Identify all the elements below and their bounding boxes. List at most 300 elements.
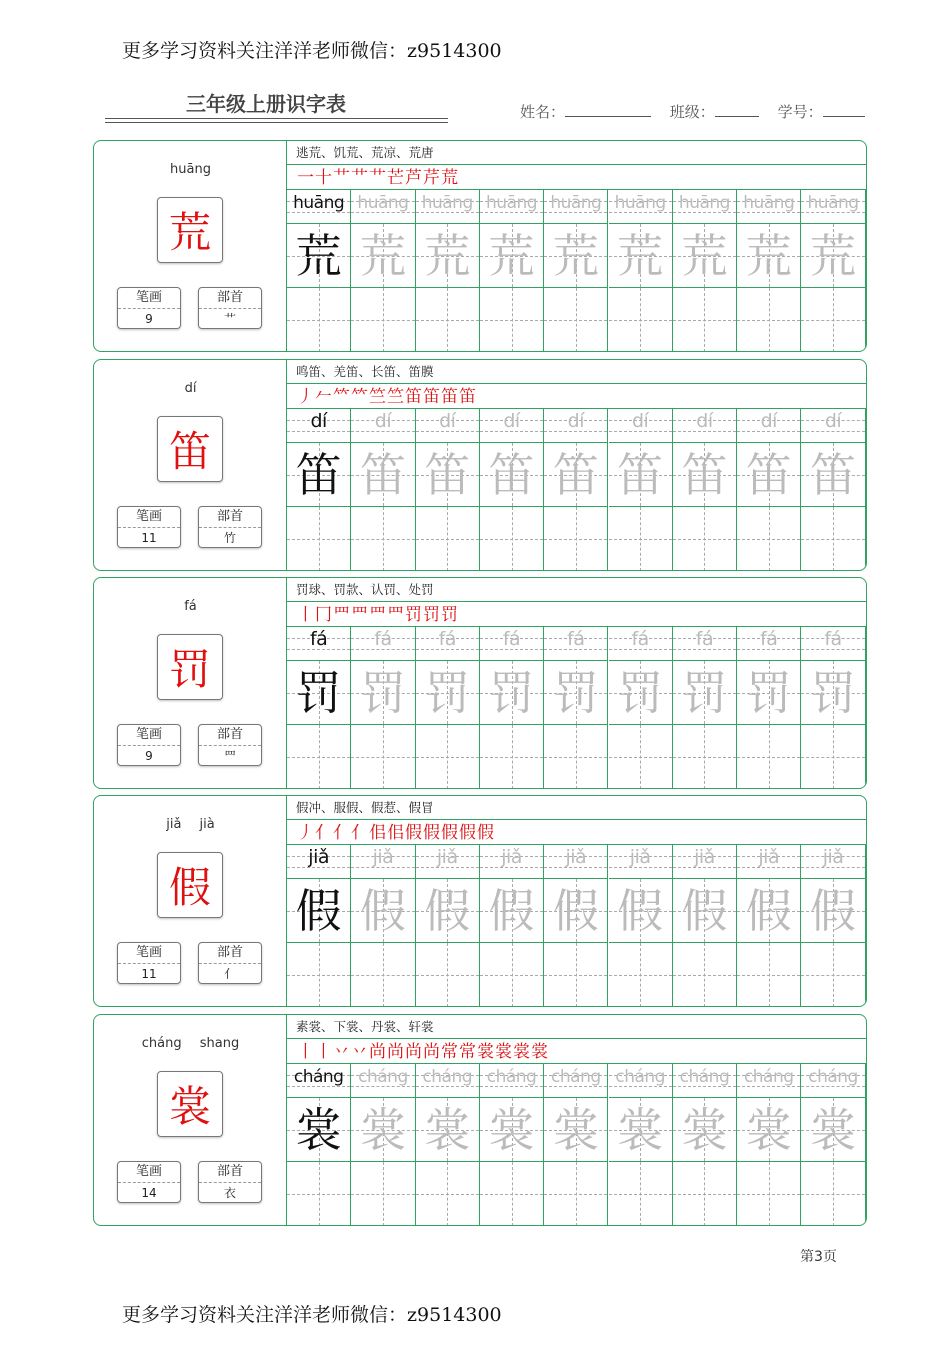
pinyin-cell[interactable] [609, 627, 673, 661]
pinyin-cell[interactable] [801, 1064, 865, 1098]
character-cell[interactable] [351, 1098, 415, 1162]
pinyin-cell[interactable] [351, 1064, 415, 1098]
pinyin-cell[interactable] [609, 845, 673, 879]
character-info-panel [94, 1015, 287, 1225]
pinyin-cell[interactable] [480, 1064, 544, 1098]
empty-practice-cell[interactable] [287, 943, 351, 1007]
stroke-count-box [117, 1161, 181, 1203]
stroke-count-label: 笔画 [118, 725, 180, 746]
pinyin-trace: huāng [293, 193, 345, 213]
pinyin-trace: jiǎ [822, 846, 844, 868]
number-label: 学号： [777, 103, 823, 121]
pinyin-trace: jiǎ [436, 846, 458, 868]
character-cell[interactable] [737, 879, 801, 943]
practice-panel [287, 796, 866, 1006]
character-trace: 裳 [810, 1103, 857, 1157]
pinyin-cell[interactable] [801, 627, 865, 661]
pinyin-trace: huāng [743, 193, 795, 213]
title-underline-2 [105, 122, 448, 123]
character-trace: 荒 [359, 229, 406, 283]
character-trace: 假 [681, 884, 728, 938]
pinyin-trace: huāng [807, 193, 859, 213]
example-words: 逃荒、饥荒、荒凉、荒唐 [287, 141, 866, 165]
empty-practice-cell[interactable] [673, 288, 737, 352]
pinyin-cell[interactable] [673, 1064, 737, 1098]
pinyin-trace: fá [374, 628, 392, 650]
pinyin-trace: dí [631, 410, 649, 432]
stroke-step: 笛 [405, 387, 422, 407]
character-trace: 荒 [681, 229, 728, 283]
character-cell[interactable] [609, 879, 673, 943]
empty-practice-cell[interactable] [801, 288, 865, 352]
empty-practice-cell[interactable] [351, 1162, 415, 1226]
stroke-count-label: 笔画 [118, 1162, 180, 1183]
character-cell[interactable] [287, 661, 351, 725]
pinyin-cell[interactable] [544, 409, 608, 443]
pinyin-trace: jiǎ [501, 846, 522, 868]
stroke-step: 假 [477, 823, 494, 843]
character-info-panel [94, 360, 287, 570]
pinyin-trace: cháng [551, 1067, 601, 1087]
pinyin-trace: jiǎ [372, 846, 394, 868]
radical-value: 亻 [223, 967, 236, 981]
empty-practice-cell[interactable] [737, 943, 801, 1007]
character-trace: 荒 [617, 229, 664, 283]
empty-practice-cell[interactable] [480, 1162, 544, 1226]
practice-grid [287, 190, 866, 352]
character-cell[interactable] [737, 443, 801, 507]
stroke-count-label: 笔画 [118, 943, 180, 964]
pinyin-trace: jiǎ [565, 846, 587, 868]
radical-label: 部首 [199, 288, 261, 309]
pinyin-trace: jiǎ [758, 846, 780, 868]
stroke-step: 罚 [423, 605, 440, 625]
radical-box [198, 724, 262, 766]
stroke-step: 竺 [369, 387, 386, 407]
stroke-count-label: 笔画 [118, 507, 180, 528]
character-cell[interactable] [416, 1098, 480, 1162]
empty-practice-cell[interactable] [609, 943, 673, 1007]
empty-practice-cell[interactable] [737, 507, 801, 571]
pinyin-trace: fá [309, 628, 328, 650]
practice-panel [287, 141, 866, 351]
stroke-count-box [117, 287, 181, 329]
empty-practice-cell[interactable] [416, 288, 480, 352]
practice-panel [287, 578, 866, 788]
pinyin-trace: dí [760, 410, 777, 432]
stroke-step: 裳 [495, 1042, 512, 1062]
empty-practice-cell[interactable] [673, 507, 737, 571]
stroke-count-box [117, 506, 181, 548]
pinyin-cell[interactable] [544, 845, 608, 879]
practice-panel [287, 1015, 866, 1225]
character-cell[interactable] [673, 1098, 737, 1162]
pinyin-trace: huāng [678, 193, 730, 213]
stroke-step: 佀 [369, 823, 386, 843]
number-field[interactable] [823, 102, 865, 117]
radical-box [198, 942, 262, 984]
character-cell[interactable] [544, 661, 608, 725]
pinyin-trace: huāng [550, 193, 602, 213]
stroke-step: 裳 [531, 1042, 548, 1062]
radical-value: 罒 [223, 749, 236, 763]
pinyin-label: cháng shang [141, 1036, 240, 1051]
pinyin-cell[interactable] [480, 627, 544, 661]
stroke-step: 艹 [369, 168, 386, 188]
empty-practice-cell[interactable] [287, 288, 351, 352]
pinyin-cell[interactable] [416, 409, 480, 443]
character-trace: 罚 [552, 666, 599, 720]
pinyin-cell[interactable] [351, 845, 415, 879]
name-field[interactable] [565, 102, 651, 117]
character-trace: 裳 [681, 1103, 728, 1157]
character-trace: 荒 [552, 229, 599, 283]
pinyin-label: huāng [170, 162, 211, 177]
character-trace: 假 [552, 884, 599, 938]
stroke-count-value: 11 [141, 531, 157, 545]
character-cell[interactable] [673, 661, 737, 725]
character-card [93, 577, 867, 789]
empty-practice-cell[interactable] [801, 507, 865, 571]
pinyin-trace: cháng [808, 1067, 858, 1087]
page-title: 三年级上册识字表 [186, 92, 346, 116]
stroke-step: 丷 [351, 1042, 368, 1062]
empty-practice-cell[interactable] [287, 725, 351, 789]
pinyin-cell[interactable] [801, 190, 865, 224]
radical-label: 部首 [199, 507, 261, 528]
stroke-step: 𥫗 [333, 387, 350, 407]
character-trace: 罚 [745, 666, 792, 720]
radical-label: 部首 [199, 943, 261, 964]
character-cell[interactable] [480, 1098, 544, 1162]
practice-grid [287, 1064, 866, 1226]
pinyin-trace: dí [374, 410, 392, 432]
stroke-step: 艹 [333, 168, 350, 188]
big-character: 荒 [157, 197, 223, 263]
example-words: 素裳、下裳、丹裳、轩裳 [287, 1015, 866, 1039]
character-trace: 假 [424, 884, 471, 938]
character-info-panel [94, 578, 287, 788]
character-cell[interactable] [673, 224, 737, 288]
big-character: 假 [157, 852, 223, 918]
character-trace: 荒 [488, 229, 535, 283]
pinyin-cell[interactable] [416, 845, 480, 879]
pinyin-cell[interactable] [801, 845, 865, 879]
stroke-step: 丨 [315, 1042, 332, 1062]
practice-grid [287, 627, 866, 789]
pinyin-cell[interactable] [801, 409, 865, 443]
stroke-step: 笛 [459, 387, 476, 407]
empty-practice-cell[interactable] [544, 507, 608, 571]
character-cell[interactable] [737, 224, 801, 288]
pinyin-trace: cháng [422, 1067, 473, 1087]
pinyin-trace: fá [567, 628, 585, 650]
stroke-step: 尚 [423, 1042, 440, 1062]
character-trace: 罚 [488, 666, 535, 720]
character-trace: 罚 [295, 666, 342, 720]
pinyin-trace: fá [438, 628, 456, 650]
character-card [93, 1014, 867, 1226]
empty-practice-cell[interactable] [801, 943, 865, 1007]
pinyin-cell[interactable] [737, 190, 801, 224]
empty-practice-cell[interactable] [480, 943, 544, 1007]
stroke-step: 丨 [297, 605, 314, 625]
stroke-step: 罒 [369, 605, 386, 625]
character-trace: 裳 [552, 1103, 599, 1157]
pinyin-cell[interactable] [416, 627, 480, 661]
empty-practice-cell[interactable] [287, 1162, 351, 1226]
character-trace: 荒 [424, 229, 471, 283]
character-info-panel [94, 141, 287, 351]
pinyin-cell[interactable] [351, 627, 415, 661]
empty-practice-cell[interactable] [737, 725, 801, 789]
character-trace: 笛 [359, 448, 406, 502]
stroke-step: 丿 [297, 387, 314, 407]
empty-practice-cell[interactable] [416, 725, 480, 789]
character-cell[interactable] [544, 879, 608, 943]
character-cell[interactable] [287, 443, 351, 507]
character-cell[interactable] [801, 661, 865, 725]
empty-practice-cell[interactable] [737, 1162, 801, 1226]
pinyin-label: dí [184, 381, 197, 396]
pinyin-cell[interactable] [416, 190, 480, 224]
character-trace: 假 [617, 884, 664, 938]
pinyin-trace: jiǎ [629, 846, 651, 868]
stroke-step: 罚 [441, 605, 458, 625]
pinyin-cell[interactable] [544, 190, 608, 224]
big-character: 笛 [157, 416, 223, 482]
empty-practice-cell[interactable] [351, 288, 415, 352]
pinyin-cell[interactable] [351, 190, 415, 224]
stroke-order [287, 1039, 866, 1064]
pinyin-cell[interactable] [480, 845, 544, 879]
student-fields [520, 101, 865, 122]
promo-text-top: 更多学习资料关注洋洋老师微信：z9514300 [122, 40, 502, 62]
character-trace: 笛 [424, 448, 471, 502]
pinyin-cell[interactable] [673, 627, 737, 661]
pinyin-cell[interactable] [416, 1064, 480, 1098]
stroke-step: 芦 [405, 168, 422, 188]
character-cell[interactable] [609, 443, 673, 507]
empty-practice-cell[interactable] [416, 1162, 480, 1226]
stroke-step: 假 [441, 823, 458, 843]
pinyin-cell[interactable] [287, 627, 351, 661]
pinyin-trace: dí [503, 410, 520, 432]
pinyin-cell[interactable] [287, 845, 351, 879]
pinyin-cell[interactable] [609, 1064, 673, 1098]
pinyin-cell[interactable] [480, 409, 544, 443]
title-underline [105, 118, 448, 119]
character-cell[interactable] [351, 879, 415, 943]
stroke-step: 亻 [351, 823, 368, 843]
character-trace: 假 [488, 884, 535, 938]
pinyin-label: fá [184, 599, 197, 614]
empty-practice-cell[interactable] [544, 1162, 608, 1226]
empty-practice-cell[interactable] [737, 288, 801, 352]
empty-practice-cell[interactable] [544, 288, 608, 352]
class-label: 班级： [669, 103, 715, 121]
stroke-count-value: 9 [145, 312, 153, 326]
pinyin-cell[interactable] [287, 190, 351, 224]
pinyin-trace: huāng [486, 193, 538, 213]
character-cell[interactable] [480, 443, 544, 507]
empty-practice-cell[interactable] [673, 725, 737, 789]
pinyin-cell[interactable] [737, 627, 801, 661]
empty-practice-cell[interactable] [480, 507, 544, 571]
character-cell[interactable] [801, 443, 865, 507]
character-cell[interactable] [351, 224, 415, 288]
empty-practice-cell[interactable] [544, 943, 608, 1007]
pinyin-trace: dí [696, 410, 713, 432]
stroke-step: 佀 [387, 823, 404, 843]
pinyin-cell[interactable] [351, 409, 415, 443]
pinyin-trace: fá [502, 628, 521, 650]
practice-panel [287, 360, 866, 570]
pinyin-cell[interactable] [737, 1064, 801, 1098]
empty-practice-cell[interactable] [416, 507, 480, 571]
character-cell[interactable] [544, 1098, 608, 1162]
stroke-step: 𥫗 [351, 387, 368, 407]
character-info-panel [94, 796, 287, 1006]
character-cell[interactable] [673, 443, 737, 507]
character-cell[interactable] [737, 1098, 801, 1162]
empty-practice-cell[interactable] [416, 943, 480, 1007]
character-trace: 笛 [552, 448, 599, 502]
empty-practice-cell[interactable] [351, 943, 415, 1007]
character-cell[interactable] [544, 443, 608, 507]
empty-practice-cell[interactable] [801, 725, 865, 789]
empty-practice-cell[interactable] [480, 288, 544, 352]
character-cell[interactable] [416, 224, 480, 288]
stroke-step: 罚 [405, 605, 422, 625]
character-trace: 罚 [424, 666, 471, 720]
promo-text-bottom: 更多学习资料关注洋洋老师微信：z9514300 [122, 1304, 502, 1326]
character-cell[interactable] [609, 661, 673, 725]
pinyin-cell[interactable] [737, 409, 801, 443]
pinyin-trace: cháng [293, 1067, 344, 1087]
stroke-order [287, 384, 866, 409]
empty-practice-cell[interactable] [351, 725, 415, 789]
character-card [93, 140, 867, 352]
character-trace: 裳 [488, 1103, 535, 1157]
character-cell[interactable] [609, 1098, 673, 1162]
empty-practice-cell[interactable] [673, 1162, 737, 1226]
pinyin-cell[interactable] [673, 190, 737, 224]
character-cell[interactable] [287, 1098, 351, 1162]
empty-practice-cell[interactable] [801, 1162, 865, 1226]
pinyin-trace: dí [439, 410, 456, 432]
empty-practice-cell[interactable] [609, 507, 673, 571]
character-trace: 笛 [488, 448, 535, 502]
stroke-step: 亻 [315, 823, 332, 843]
character-trace: 假 [295, 884, 342, 938]
pinyin-cell[interactable] [287, 409, 351, 443]
pinyin-cell[interactable] [673, 409, 737, 443]
pinyin-cell[interactable] [480, 190, 544, 224]
stroke-step: 竺 [387, 387, 404, 407]
pinyin-trace: cháng [679, 1067, 730, 1087]
character-cell[interactable] [737, 661, 801, 725]
pinyin-cell[interactable] [544, 627, 608, 661]
pinyin-cell[interactable] [609, 190, 673, 224]
empty-practice-cell[interactable] [544, 725, 608, 789]
character-cell[interactable] [480, 879, 544, 943]
character-cell[interactable] [287, 879, 351, 943]
character-cell[interactable] [801, 879, 865, 943]
character-cell[interactable] [801, 224, 865, 288]
stroke-step: 芹 [423, 168, 440, 188]
character-trace: 荒 [745, 229, 792, 283]
character-cell[interactable] [801, 1098, 865, 1162]
character-cell[interactable] [480, 661, 544, 725]
stroke-step: 丨 [297, 1042, 314, 1062]
radical-label: 部首 [199, 1162, 261, 1183]
stroke-order [287, 602, 866, 627]
pinyin-trace: fá [631, 628, 649, 650]
empty-practice-cell[interactable] [609, 725, 673, 789]
pinyin-cell[interactable] [673, 845, 737, 879]
stroke-step: 罒 [351, 605, 368, 625]
character-cell[interactable] [416, 443, 480, 507]
character-cell[interactable] [609, 224, 673, 288]
radical-label: 部首 [199, 725, 261, 746]
character-trace: 裳 [745, 1103, 792, 1157]
stroke-step: 亻 [333, 823, 350, 843]
character-trace: 笛 [745, 448, 792, 502]
pinyin-trace: fá [695, 628, 714, 650]
empty-practice-cell[interactable] [609, 288, 673, 352]
character-trace: 笛 [810, 448, 857, 502]
stroke-step: 笛 [441, 387, 458, 407]
example-words: 鸣笛、羌笛、长笛、笛膜 [287, 360, 866, 384]
empty-practice-cell[interactable] [351, 507, 415, 571]
radical-box [198, 506, 262, 548]
stroke-step: 芒 [387, 168, 404, 188]
stroke-step: 假 [423, 823, 440, 843]
character-trace: 假 [745, 884, 792, 938]
character-cell[interactable] [351, 443, 415, 507]
character-cell[interactable] [673, 879, 737, 943]
character-cell[interactable] [480, 224, 544, 288]
empty-practice-cell[interactable] [480, 725, 544, 789]
pinyin-cell[interactable] [609, 409, 673, 443]
character-cell[interactable] [416, 661, 480, 725]
stroke-step: 冂 [315, 605, 332, 625]
pinyin-cell[interactable] [737, 845, 801, 879]
character-cell[interactable] [351, 661, 415, 725]
empty-practice-cell[interactable] [609, 1162, 673, 1226]
character-cell[interactable] [416, 879, 480, 943]
pinyin-trace: fá [824, 628, 842, 650]
stroke-step: 罒 [333, 605, 350, 625]
character-trace: 荒 [810, 229, 857, 283]
character-cell[interactable] [287, 224, 351, 288]
radical-box [198, 1161, 262, 1203]
pinyin-trace: huāng [614, 193, 666, 213]
empty-practice-cell[interactable] [287, 507, 351, 571]
stroke-count-label: 笔画 [118, 288, 180, 309]
character-trace: 笛 [617, 448, 664, 502]
empty-practice-cell[interactable] [673, 943, 737, 1007]
class-field[interactable] [715, 102, 759, 117]
pinyin-cell[interactable] [287, 1064, 351, 1098]
pinyin-trace: cháng [358, 1067, 408, 1087]
example-words: 假冲、服假、假惹、假冒 [287, 796, 866, 820]
radical-value: 衣 [223, 1186, 236, 1200]
pinyin-trace: dí [567, 410, 584, 432]
pinyin-cell[interactable] [544, 1064, 608, 1098]
character-cell[interactable] [544, 224, 608, 288]
